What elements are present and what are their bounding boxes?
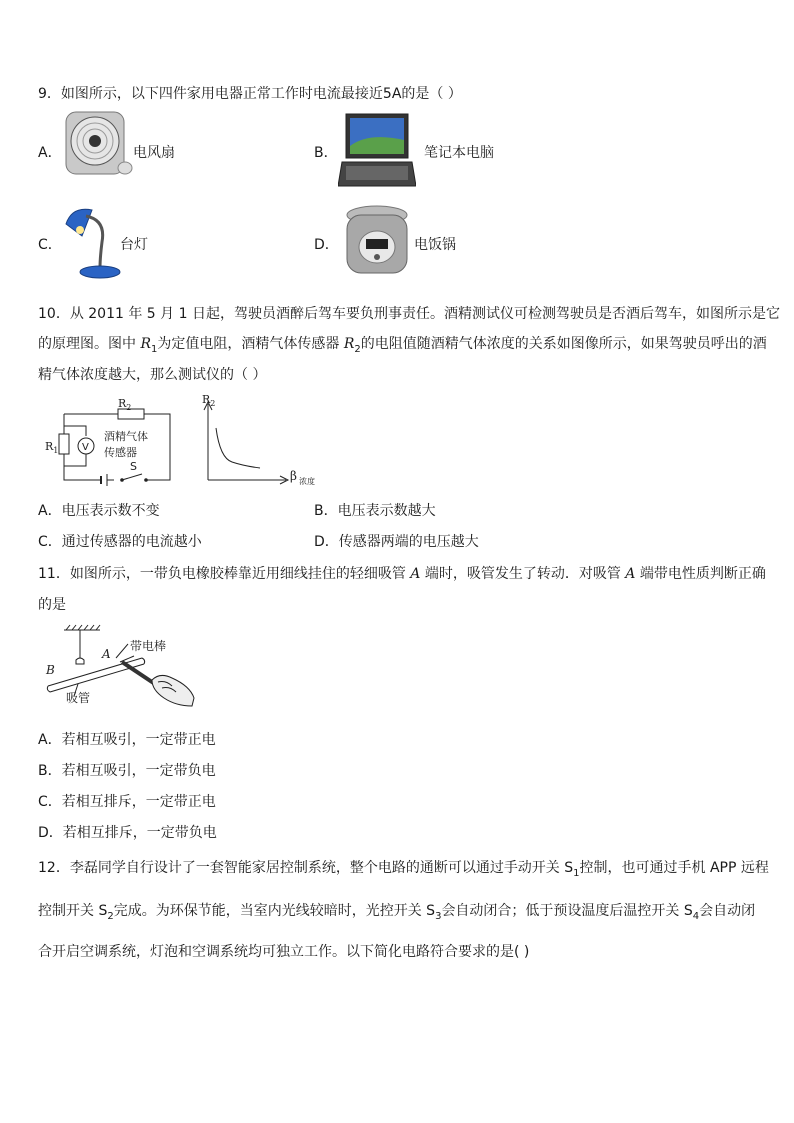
desk-lamp-icon	[62, 202, 124, 280]
q11-option-c: C．若相互排斥，一定带正电	[38, 794, 216, 810]
q10-stem-line2: 的原理图。图中 $R_1$为定值电阻，酒精气体传感器 $R_2$的电阻值随酒精气体浓度的关系如图像所示，如果驾驶员呼出的酒	[38, 336, 767, 355]
q11-option-b: B．若相互吸引，一定带负电	[38, 763, 216, 779]
q10-option-a: A．电压表示数不变	[38, 503, 160, 519]
q9-option-a-text: 电风扇	[133, 145, 175, 161]
q10-stem-line3: 精气体浓度越大，那么测试仪的（ ）	[38, 367, 267, 383]
alcohol-tester-circuit-diagram	[44, 396, 176, 488]
resistance-concentration-graph	[198, 392, 326, 488]
q12-stem-line3: 合开启空调系统，灯泡和空调系统均可独立工作。以下简化电路符合要求的是( )	[38, 944, 530, 960]
graph-x-label: β	[290, 469, 297, 483]
q9-option-c-letter: C．	[38, 237, 62, 253]
charged-rod-label: 带电棒	[130, 639, 167, 653]
end-a-label: A	[102, 647, 111, 661]
sensor-label-line1: 酒精气体	[104, 430, 148, 443]
r2-label: $R_2$	[118, 397, 132, 412]
q11-stem-line1: 11．如图所示，一带负电橡胶棒靠近用细线挂住的轻细吸管 A 端时，吸管发生了转动．对吸管 A 端带电性质判断正确	[38, 566, 766, 582]
q10-option-c: C．通过传感器的电流越小	[38, 534, 202, 550]
q9-stem: 9．如图所示，以下四件家用电器正常工作时电流最接近5A的是（ ）	[38, 86, 462, 102]
q10-option-d: D．传感器两端的电压越大	[314, 534, 479, 550]
straw-label: 吸管	[66, 691, 91, 705]
q10-option-b: B．电压表示数越大	[314, 503, 436, 519]
rice-cooker-icon	[340, 203, 414, 281]
q12-stem-line2: 控制开关 $S_2$完成。为环保节能，当室内光线较暗时，光控开关 $S_3$会自动闭合；低于预设温度后温控开关 $S_4$会自动闭	[38, 903, 756, 922]
q10-stem-line1: 10．从 2011 年 5 月 1 日起，驾驶员酒醉后驾车要负刑事责任。酒精测试仪可检测驾驶员是否酒后驾车，如图所示是它	[38, 306, 780, 322]
q9-option-d-letter: D．	[314, 237, 339, 253]
switch-label: S	[130, 460, 137, 473]
voltmeter-symbol: V	[82, 442, 89, 453]
q9-option-d-text: 电饭锅	[414, 237, 456, 253]
q11-option-a: A．若相互吸引，一定带正电	[38, 732, 216, 748]
sensor-label-line2: 传感器	[104, 446, 137, 459]
q11-stem-line2: 的是	[38, 597, 66, 613]
graph-x-sub: 浓度	[299, 477, 315, 486]
r1-label: $R_1$	[45, 440, 59, 455]
q9-option-b-letter: B．	[314, 145, 338, 161]
electric-fan-icon	[62, 108, 134, 180]
q9-option-b-text: 笔记本电脑	[424, 145, 494, 161]
charged-rod-straw-figure	[40, 622, 198, 708]
laptop-icon	[338, 110, 416, 188]
q9-option-a-letter: A．	[38, 145, 62, 161]
q12-stem-line1: 12．李磊同学自行设计了一套智能家居控制系统，整个电路的通断可以通过手动开关 $S_1$控制，也可通过手机 APP 远程	[38, 860, 769, 879]
q11-option-d: D．若相互排斥，一定带负电	[38, 825, 217, 841]
q9-option-c-text: 台灯	[120, 237, 148, 253]
end-b-label: B	[46, 663, 55, 677]
graph-y-label: $R_2$	[202, 393, 216, 408]
